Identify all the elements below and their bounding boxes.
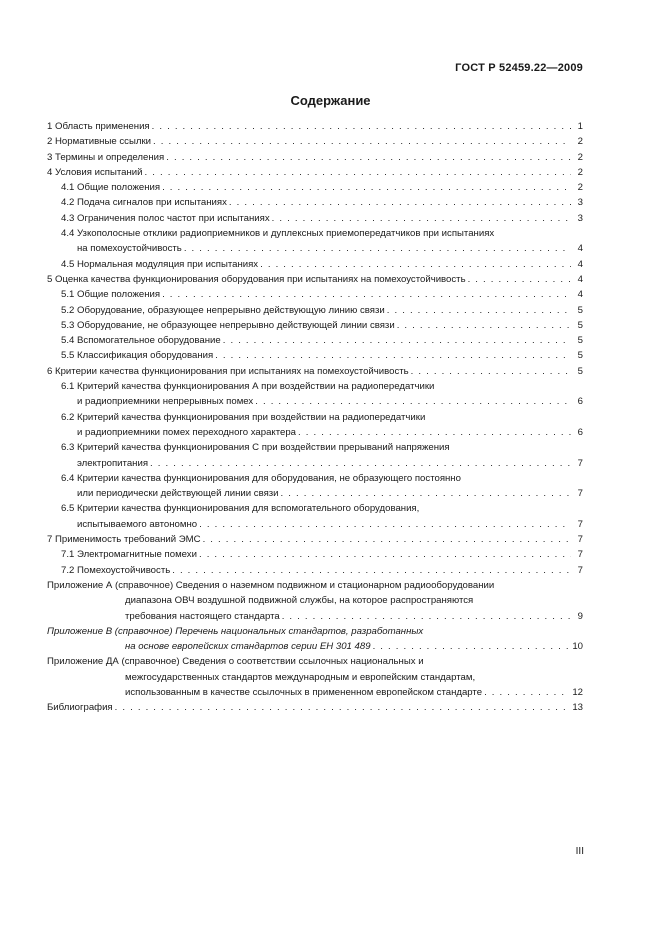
toc-entry-text: 7 Применимость требований ЭМС bbox=[47, 534, 201, 546]
toc-entry-text: 6.3 Критерий качества функционирования С при воздействии прерываний напряжения bbox=[61, 442, 450, 454]
dot-leader bbox=[152, 119, 571, 134]
toc-page-number: 5 bbox=[577, 319, 583, 331]
dot-leader bbox=[184, 241, 571, 256]
toc-entry-text: 4 Условия испытаний bbox=[47, 166, 143, 178]
toc-entry-text: 6.2 Критерий качества функционирования при воздействии на радиопередатчики bbox=[61, 411, 426, 423]
dot-leader bbox=[387, 303, 571, 318]
toc-entry[interactable] bbox=[47, 364, 583, 379]
toc-page-number: 2 bbox=[577, 151, 583, 163]
toc-entry[interactable] bbox=[47, 700, 583, 715]
dot-leader bbox=[281, 486, 571, 501]
toc-entry[interactable] bbox=[47, 303, 583, 318]
toc-entry-text: 4.1 Общие положения bbox=[61, 182, 161, 194]
toc-entry[interactable] bbox=[47, 333, 583, 348]
toc-entry[interactable] bbox=[47, 348, 583, 363]
document-header: ГОСТ Р 52459.22—2009 bbox=[455, 62, 583, 74]
toc-entry-text: 6.5 Критерии качества функционирования для вспомогательного оборудования, bbox=[61, 503, 420, 515]
toc-page-number: 6 bbox=[577, 426, 583, 438]
toc-page-number: 5 bbox=[577, 350, 583, 362]
toc-entry-text: 3 Термины и определения bbox=[47, 151, 165, 163]
toc-entry[interactable] bbox=[47, 287, 583, 302]
dot-leader bbox=[229, 195, 571, 210]
toc-entry-text: 4.4 Узкополосные отклики радиоприемников и дуплексных приемопередатчиков при испытаниях bbox=[61, 228, 495, 240]
toc-entry-text: 5.3 Оборудование, не образующее непрерывно действующей линии связи bbox=[61, 319, 395, 331]
toc-entry-text: 5.5 Классификация оборудования bbox=[61, 350, 214, 362]
dot-leader bbox=[397, 318, 571, 333]
toc-entry-text: диапазона ОВЧ воздушной подвижной службы, на которое распространяются bbox=[125, 595, 474, 607]
toc-entry-text: 6 Критерии качества функционирования при испытаниях на помехоустойчивость bbox=[47, 365, 409, 377]
toc-entry-text: Приложение А (справочное) Сведения о наземном подвижном и стационарном радиооборудовании bbox=[47, 579, 495, 591]
page-title: Содержание bbox=[290, 93, 371, 108]
toc-page-number: 7 bbox=[577, 457, 583, 469]
toc-entry-text: Приложение В (справочное) Перечень национальных стандартов, разработанных bbox=[47, 625, 424, 637]
toc-entry[interactable] bbox=[47, 410, 583, 441]
toc-page-number: 4 bbox=[577, 289, 583, 301]
toc-entry[interactable] bbox=[47, 654, 583, 700]
toc-page-number: 7 bbox=[577, 549, 583, 561]
toc-page-number: 3 bbox=[577, 212, 583, 224]
toc-page-number: 2 bbox=[577, 182, 583, 194]
toc-page-number: 13 bbox=[572, 702, 583, 714]
dot-leader bbox=[223, 333, 571, 348]
dot-leader bbox=[199, 517, 571, 532]
toc-entry[interactable] bbox=[47, 165, 583, 180]
toc-entry-text: 5.4 Вспомогательное оборудование bbox=[61, 335, 221, 347]
dot-leader bbox=[145, 165, 572, 180]
dot-leader bbox=[215, 348, 571, 363]
dot-leader bbox=[150, 456, 571, 471]
dot-leader bbox=[272, 211, 571, 226]
toc-entry[interactable] bbox=[47, 532, 583, 547]
toc-entry-text: на основе европейских стандартов серии ЕН 301 489 bbox=[125, 641, 371, 653]
dot-leader bbox=[484, 685, 570, 700]
toc-page-number: 4 bbox=[577, 258, 583, 270]
toc-page-number: 2 bbox=[577, 166, 583, 178]
dot-leader bbox=[411, 364, 571, 379]
toc-entry[interactable] bbox=[47, 211, 583, 226]
toc-page-number: 4 bbox=[577, 273, 583, 285]
toc-page-number: 6 bbox=[577, 396, 583, 408]
toc-entry-text: 5 Оценка качества функционирования оборудования при испытаниях на помехоустойчивость bbox=[47, 273, 466, 285]
toc-entry-text: электропитания bbox=[77, 457, 149, 469]
toc-entry-text: 1 Область применения bbox=[47, 121, 150, 132]
toc-entry[interactable] bbox=[47, 547, 583, 562]
toc-page-number: 3 bbox=[577, 197, 583, 209]
toc-page-number: 5 bbox=[577, 365, 583, 377]
toc-page-number: 4 bbox=[577, 243, 583, 255]
toc-entry-text: и радиоприемники непрерывных помех bbox=[77, 396, 254, 408]
toc-entry-text: или периодически действующей линии связи bbox=[77, 488, 279, 500]
dot-leader bbox=[260, 257, 571, 272]
toc-entry[interactable] bbox=[47, 501, 583, 532]
toc-page-number: 12 bbox=[572, 686, 583, 698]
toc-page-number: 9 bbox=[577, 610, 583, 622]
toc-entry[interactable] bbox=[47, 150, 583, 165]
dot-leader bbox=[255, 394, 571, 409]
toc-page-number: 10 bbox=[572, 641, 583, 653]
toc-entry-text: 6.1 Критерий качества функционирования А при воздействии на радиопередатчики bbox=[61, 381, 435, 393]
toc-entry-text: 6.4 Критерии качества функционирования для оборудования, не образующего постоянно bbox=[61, 472, 461, 484]
toc-entry-text: 5.1 Общие положения bbox=[61, 289, 161, 301]
dot-leader bbox=[199, 547, 571, 562]
dot-leader bbox=[162, 287, 571, 302]
toc-entry[interactable] bbox=[47, 563, 583, 578]
toc-entry[interactable] bbox=[47, 318, 583, 333]
dot-leader bbox=[373, 639, 571, 654]
dot-leader bbox=[153, 134, 571, 149]
dot-leader bbox=[162, 180, 571, 195]
toc-entry-text: требования настоящего стандарта bbox=[125, 610, 280, 622]
dot-leader bbox=[468, 272, 571, 287]
toc-entry-text: 5.2 Оборудование, образующее непрерывно действующую линию связи bbox=[61, 304, 385, 316]
toc-entry-text: межгосударственных стандартов международным и европейским стандартам, bbox=[125, 671, 476, 683]
toc-entry-text: Библиография bbox=[47, 702, 113, 714]
toc-entry-text: 2 Нормативные ссылки bbox=[47, 136, 152, 148]
table-of-contents bbox=[47, 119, 583, 716]
toc-entry[interactable] bbox=[47, 257, 583, 272]
toc-page-number: 1 bbox=[577, 121, 583, 132]
dot-leader bbox=[298, 425, 571, 440]
toc-page-number: 5 bbox=[577, 335, 583, 347]
toc-entry-text: и радиоприемники помех переходного характера bbox=[77, 426, 297, 438]
toc-entry-text: испытываемого автономно bbox=[77, 518, 198, 530]
dot-leader bbox=[166, 150, 571, 165]
toc-entry[interactable] bbox=[47, 440, 583, 471]
toc-entry-text: 7.2 Помехоустойчивость bbox=[61, 564, 171, 576]
toc-page-number: 7 bbox=[577, 564, 583, 576]
toc-page-number: 7 bbox=[577, 518, 583, 530]
toc-entry[interactable] bbox=[47, 134, 583, 149]
toc-page-number: 7 bbox=[577, 488, 583, 500]
toc-entry-text: 4.2 Подача сигналов при испытаниях bbox=[61, 197, 227, 209]
toc-entry[interactable] bbox=[47, 119, 583, 134]
toc-entry-text: 7.1 Электромагнитные помехи bbox=[61, 549, 197, 561]
toc-entry-text: 4.3 Ограничения полос частот при испытаниях bbox=[61, 212, 270, 224]
toc-entry-text: на помехоустойчивость bbox=[77, 243, 182, 255]
toc-page-number: 2 bbox=[577, 136, 583, 148]
toc-page-number: 7 bbox=[577, 534, 583, 546]
toc-entry[interactable] bbox=[47, 272, 583, 287]
page-number: III bbox=[575, 846, 584, 857]
toc-entry[interactable] bbox=[47, 180, 583, 195]
dot-leader bbox=[282, 609, 571, 624]
toc-page-number: 5 bbox=[577, 304, 583, 316]
toc-entry[interactable] bbox=[47, 578, 583, 624]
dot-leader bbox=[172, 563, 571, 578]
toc-entry[interactable] bbox=[47, 471, 583, 502]
toc-entry[interactable] bbox=[47, 624, 583, 655]
dot-leader bbox=[203, 532, 571, 547]
toc-entry-text: 4.5 Нормальная модуляция при испытаниях bbox=[61, 258, 259, 270]
toc-entry[interactable] bbox=[47, 226, 583, 257]
dot-leader bbox=[115, 700, 571, 715]
toc-entry[interactable] bbox=[47, 195, 583, 210]
toc-entry[interactable] bbox=[47, 379, 583, 410]
toc-entry-text: использованным в качестве ссылочных в примененном европейском стандарте bbox=[125, 686, 483, 698]
toc-entry-text: Приложение ДА (справочное) Сведения о соответствии ссылочных национальных и bbox=[47, 656, 424, 668]
